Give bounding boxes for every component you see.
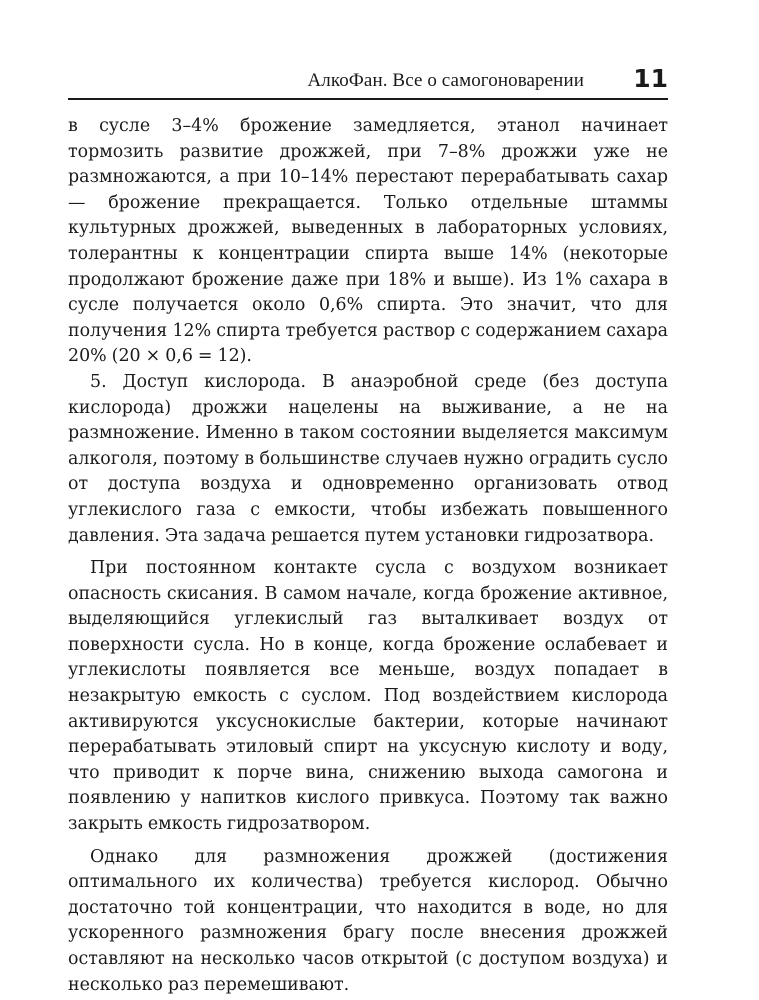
- body-text: [68, 114, 668, 998]
- paragraph-souring-risk: При постоянном контакте сусла с воздухом возникает опасность скисания. В самом начале, когда брожение активное, выделяющийся углекислый газ выталкивает воздух от поверхности сусла. Но в конце, когда брожение ослабевает и углекислоты появляется все меньше, воздух попадает в незакрытую емкость с суслом. Под воздействием кислорода активируются уксуснокислые бактерии, которые начинают перерабатывать этиловый спирт на уксусную кислоту и воду, что приводит к порче вина, снижению выхода самогона и появлению у напитков кислого привкуса. Поэтому так важно закрыть емкость гидрозатвором.: [68, 558, 668, 835]
- book-page: [68, 62, 668, 998]
- page-number: 11: [633, 64, 668, 93]
- running-title: АлкоФан. Все о самогоноварении: [307, 70, 584, 91]
- paragraph-yeast-oxygen: Однако для размножения дрожжей (достижения оптимального их количества) требуется кислород. Обычно достаточно той концентрации, что находится в воде, но для ускоренного размножения брагу после внесения дрожжей оставляют на несколько часов открытой (с доступом воздуха) и несколько раз перемешивают.: [68, 846, 668, 995]
- paragraph-continued: в сусле 3–4% брожение замедляется, этанол начинает тормозить развитие дрожжей, при 7–8% дрожжи уже не размножаются, а при 10–14% перестают перерабатывать сахар — брожение прекращается. Только отдельные штаммы культурных дрожжей, выведенных в лабораторных условиях, толерантны к концентрации спирта выше 14% (некоторые продолжают брожение даже при 18% и выше). Из 1% сахара в сусле получается около 0,6% спирта. Это значит, что для получения 12% спирта требуется раствор с содержанием сахара 20% (20 × 0,6 = 12).: [68, 116, 668, 367]
- running-header: [68, 62, 668, 100]
- paragraph-oxygen-access: 5. Доступ кислорода. В анаэробной среде (без доступа кислорода) дрожжи нацелены на выживание, а не на размножение. Именно в таком состоянии выделяется максимум алкоголя, поэтому в большинстве случаев нужно оградить сусло от доступа воздуха и одновременно организовать отвод углекислого газа с емкости, чтобы избежать повышенного давления. Эта задача решается путем установки гидрозатвора.: [68, 371, 668, 546]
